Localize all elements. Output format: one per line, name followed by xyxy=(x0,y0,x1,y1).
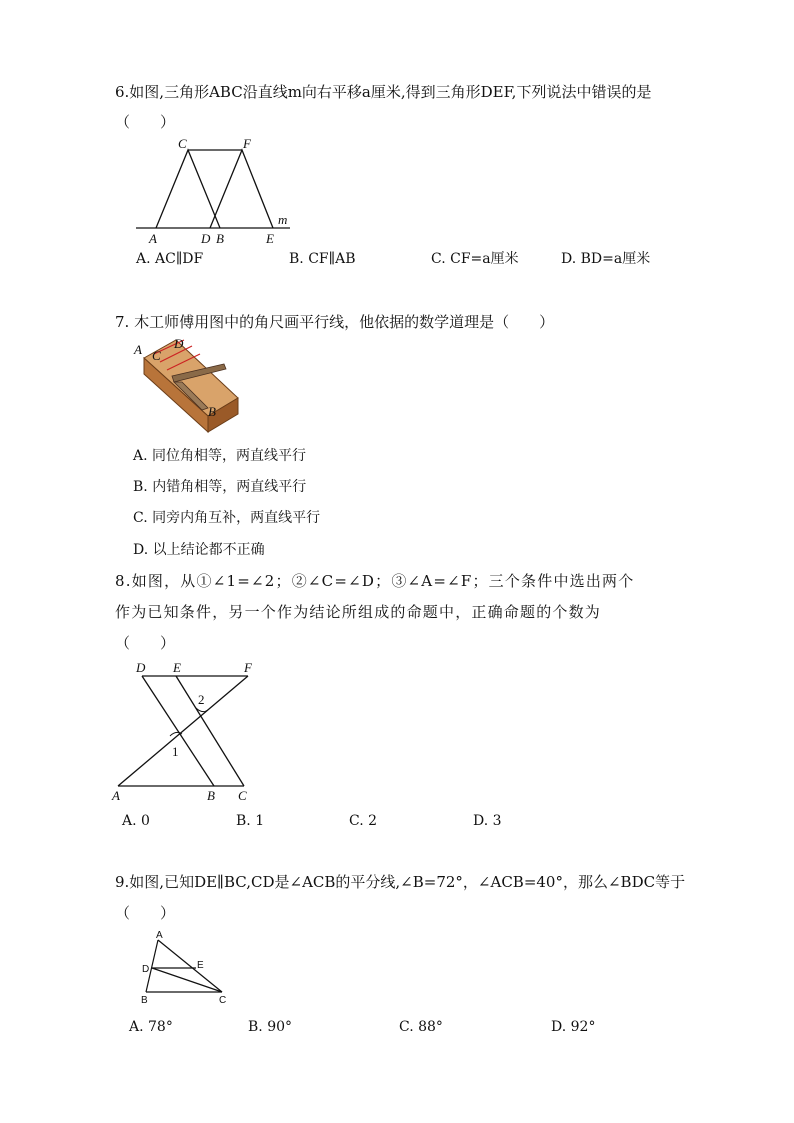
q7-option-d: D. 以上结论都不正确 xyxy=(133,542,265,558)
q9-option-a: A. 78° xyxy=(129,1019,173,1035)
q7-carpenter-square-figure xyxy=(130,336,245,436)
q9-label-a: A xyxy=(156,930,163,941)
q6-option-a: A. AC∥DF xyxy=(136,251,204,267)
q7-label-c: C xyxy=(152,348,161,363)
q6-stem: 6.如图,三角形ABC沿直线m向右平移a厘米,得到三角形DEF,下列说法中错误的是 xyxy=(115,83,652,101)
q7-option-c: C. 同旁内角互补，两直线平行 xyxy=(133,510,321,526)
q6-triangle-abc xyxy=(156,150,220,228)
q6-label-d: D xyxy=(201,231,211,246)
q9-stem: 9.如图,已知DE∥BC,CD是∠ACB的平分线,∠B=72°，∠ACB=40°，那么∠BDC等于 xyxy=(115,873,686,891)
q9-label-b: B xyxy=(141,995,148,1006)
q8-option-d: D. 3 xyxy=(473,813,502,829)
q8-label-angle2: 2 xyxy=(198,692,205,707)
q6-translation-figure xyxy=(130,132,300,247)
q8-label-a: A xyxy=(112,788,120,803)
q8-answer-paren: （ ） xyxy=(115,634,176,652)
q8-option-b: B. 1 xyxy=(236,813,265,829)
q7-label-b: B xyxy=(208,404,216,419)
q7-label-a: A xyxy=(134,342,142,357)
q8-option-c: C. 2 xyxy=(349,813,378,829)
q8-label-d: D xyxy=(136,660,146,675)
q9-segment-dc xyxy=(152,968,222,992)
q8-label-b: B xyxy=(207,788,215,803)
q7-label-d: D xyxy=(174,336,184,351)
q7-option-a: A. 同位角相等，两直线平行 xyxy=(133,448,307,464)
q9-option-b: B. 90° xyxy=(248,1019,293,1035)
q7-stem: 7. 木工师傅用图中的角尺画平行线，他依据的数学道理是（ ） xyxy=(115,313,555,331)
q6-answer-paren: （ ） xyxy=(115,113,176,131)
q9-option-c: C. 88° xyxy=(399,1019,443,1035)
q9-label-e: E xyxy=(197,960,204,971)
q6-option-c: C. CF=a厘米 xyxy=(431,251,519,267)
q9-label-d: D xyxy=(142,964,150,975)
q8-stem-line1: 8.如图，从①∠1=∠2；②∠C=∠D；③∠A=∠F；三个条件中选出两个 xyxy=(115,572,635,590)
q6-label-f: F xyxy=(243,136,251,151)
q9-triangle-figure xyxy=(138,928,238,1010)
q8-option-a: A. 0 xyxy=(122,813,150,829)
q9-answer-paren: （ ） xyxy=(115,904,176,922)
q6-option-d: D. BD=a厘米 xyxy=(561,251,651,267)
q9-label-c: C xyxy=(219,995,227,1006)
q8-label-angle1: 1 xyxy=(172,744,179,759)
q6-option-b: B. CF∥AB xyxy=(289,251,356,267)
q6-triangle-def xyxy=(210,150,273,228)
q8-label-f: F xyxy=(244,660,252,675)
q9-option-d: D. 92° xyxy=(551,1019,596,1035)
q6-label-m: m xyxy=(278,212,288,227)
q6-label-c: C xyxy=(178,136,187,151)
q8-stem-line2: 作为已知条件，另一个作为结论所组成的命题中，正确命题的个数为 xyxy=(115,603,602,621)
q8-label-c: C xyxy=(238,788,247,803)
q9-segment-ac xyxy=(158,940,222,992)
q8-parallel-lines-figure xyxy=(110,658,270,808)
q6-label-a: A xyxy=(149,231,157,246)
q8-segment-ec xyxy=(176,676,244,786)
q6-label-e: E xyxy=(266,231,274,246)
q8-segment-af xyxy=(118,676,248,786)
q7-option-b: B. 内错角相等，两直线平行 xyxy=(133,479,307,495)
q8-label-e: E xyxy=(173,660,181,675)
q6-label-b: B xyxy=(216,231,224,246)
